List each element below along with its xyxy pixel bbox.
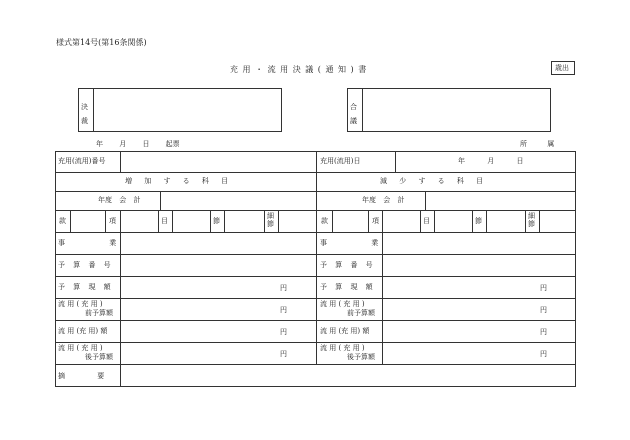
- date-label: 充用(流用)日: [320, 157, 361, 165]
- label-div-right: [382, 232, 383, 364]
- kou-left: 項: [109, 217, 116, 225]
- moku-l-div: [172, 210, 173, 232]
- saisetsu-r-div: [539, 210, 540, 232]
- yosan-bango-left: 予 算 番 号: [58, 261, 111, 269]
- increase-header: 増 加 す る 科 目: [125, 177, 229, 185]
- saisetsu-l-div: [278, 210, 279, 232]
- gougi-box: [347, 88, 551, 132]
- kan-right: 款: [321, 217, 328, 225]
- saisetsu-left: 細節: [267, 212, 274, 228]
- ryuyo-mae-right-2: 前予算額: [347, 309, 375, 317]
- yen-3-right: 円: [540, 328, 547, 336]
- number-label: 充用(流用)番号: [58, 157, 106, 165]
- kou-l-div0: [105, 210, 106, 232]
- kessai-label: 決裁: [81, 103, 88, 125]
- kessai-divider: [93, 89, 94, 131]
- ryuyo-mae-left-1: 流 用 ( 充 用 ): [58, 300, 103, 308]
- kou-right: 項: [372, 217, 379, 225]
- setsu-r-div: [486, 210, 487, 232]
- kan-r-div: [332, 210, 333, 232]
- yosan-bango-right: 予 算 番 号: [320, 261, 373, 269]
- ryuyo-gaku-right: 流 用 (充 用) 額: [320, 327, 370, 335]
- setsu-l-div: [224, 210, 225, 232]
- yen-2-left: 円: [280, 306, 287, 314]
- yosan-gengaku-left: 予 算 現 額: [58, 283, 111, 291]
- saisetsu-right: 細節: [528, 212, 535, 228]
- ryuyo-mae-left-2: 前予算額: [85, 309, 113, 317]
- yen-4-left: 円: [280, 350, 287, 358]
- tekiyo-field[interactable]: [121, 365, 575, 386]
- year-left-divider: [160, 191, 161, 210]
- kan-left: 款: [59, 217, 66, 225]
- row1-right-divider: [395, 151, 396, 172]
- moku-r-div: [434, 210, 435, 232]
- yen-2-right: 円: [540, 306, 547, 314]
- ryuyo-ato-right-1: 流 用 ( 充 用 ): [320, 344, 365, 352]
- form-number: 様式第14号(第16条関係): [56, 38, 147, 47]
- date-value: 年 月 日: [458, 157, 524, 165]
- saisetsu-r-div0: [525, 210, 526, 232]
- setsu-l-div0: [210, 210, 211, 232]
- moku-right: 目: [423, 217, 430, 225]
- moku-left: 目: [161, 217, 168, 225]
- year-kaikei-right: 年度 会 計: [362, 196, 405, 204]
- jigyo-right: 事 業: [320, 239, 379, 247]
- kessai-box: [78, 88, 282, 132]
- kan-l-div: [70, 210, 71, 232]
- year-kaikei-left: 年度 会 計: [98, 196, 141, 204]
- ryuyo-ato-left-1: 流 用 ( 充 用 ): [58, 344, 103, 352]
- number-field[interactable]: [121, 152, 315, 171]
- setsu-r-div0: [472, 210, 473, 232]
- expenditure-badge-label: 歳出: [555, 64, 569, 72]
- year-right-divider: [425, 191, 426, 210]
- label-div-left: [120, 232, 121, 387]
- jigyo-left: 事 業: [58, 239, 117, 247]
- yen-3-left: 円: [280, 328, 287, 336]
- yen-4-right: 円: [540, 350, 547, 358]
- ryuyo-gaku-left: 流 用 (充 用) 額: [58, 327, 108, 335]
- setsu-left: 節: [213, 217, 220, 225]
- ryuyo-ato-right-2: 後予算額: [347, 353, 375, 361]
- shozoku-label: 所 属: [520, 140, 555, 148]
- yosan-gengaku-right: 予 算 現 額: [320, 283, 373, 291]
- moku-l-div0: [158, 210, 159, 232]
- setsu-right: 節: [475, 217, 482, 225]
- yen-1-left: 円: [280, 284, 287, 292]
- kou-r-div: [382, 210, 383, 232]
- ryuyo-ato-left-2: 後予算額: [85, 353, 113, 361]
- kou-r-div0: [368, 210, 369, 232]
- saisetsu-l-div0: [264, 210, 265, 232]
- ryuyo-mae-right-1: 流 用 ( 充 用 ): [320, 300, 365, 308]
- kou-l-div: [120, 210, 121, 232]
- gougi-divider: [362, 89, 363, 131]
- yen-1-right: 円: [540, 284, 547, 292]
- center-divider: [316, 151, 317, 364]
- kihyo-date: 年 月 日 起票: [96, 140, 180, 148]
- moku-r-div0: [420, 210, 421, 232]
- tekiyo-label: 摘 要: [58, 372, 105, 380]
- decrease-header: 減 少 す る 科 目: [380, 177, 484, 185]
- gougi-label: 合議: [350, 103, 357, 125]
- document-title: 充 用 ・ 流 用 決 議 ( 通 知 ) 書: [230, 65, 368, 74]
- expenditure-badge: [551, 61, 575, 75]
